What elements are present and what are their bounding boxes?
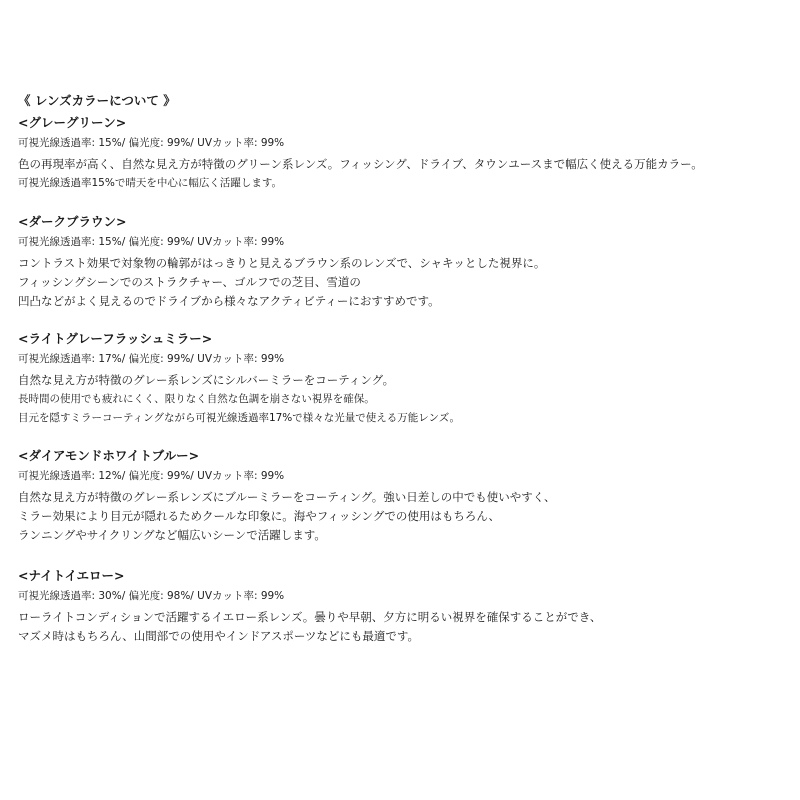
description-line: ローライトコンディションで活躍するイエロー系レンズ。曇りや早朝、夕方に明るい視界を確保することができ、	[18, 610, 602, 624]
lens-section-night-yellow	[18, 567, 788, 646]
description-line: ランニングやサイクリングなど幅広いシーンで活躍します。	[18, 528, 326, 542]
lens-section-gray-green	[18, 114, 788, 193]
section-spacer	[18, 311, 788, 330]
lens-section-dark-brown	[18, 213, 788, 311]
lens-color-document	[18, 92, 788, 646]
description-line: ミラー効果により目元が隠れるためクールな印象に。海やフィッシングでの使用はもちろん、	[18, 509, 501, 523]
lens-specs: 可視光線透過率: 15%/ 偏光度: 99%/ UVカット率: 99%	[18, 137, 285, 149]
description-line: 自然な見え方が特徴のグレー系レンズにブルーミラーをコーティング。強い日差しの中でも使いやすく、	[18, 490, 556, 504]
description-line: 凹凸などがよく見えるのでドライブから様々なアクティビティーにおすすめです。	[18, 294, 440, 308]
lens-specs: 可視光線透過率: 12%/ 偏光度: 99%/ UVカット率: 99%	[18, 470, 285, 482]
description-line: 長時間の使用でも疲れにくく、限りなく自然な色調を崩さない視界を確保。	[18, 393, 375, 405]
description-line: 色の再現率が高く、自然な見え方が特徴のグリーン系レンズ。フィッシング、ドライブ、タウンユースまで幅広く使える万能カラー。	[18, 157, 703, 171]
section-spacer	[18, 428, 788, 447]
section-title: <ダークブラウン>	[18, 214, 127, 229]
description-line: コントラスト効果で対象物の輪郭がはっきりと見えるブラウン系のレンズで、シャキッとした視界に。	[18, 256, 546, 270]
lens-specs: 可視光線透過率: 30%/ 偏光度: 98%/ UVカット率: 99%	[18, 590, 285, 602]
lens-specs: 可視光線透過率: 15%/ 偏光度: 99%/ UVカット率: 99%	[18, 236, 285, 248]
section-spacer	[18, 193, 788, 213]
description-line: 可視光線透過率15%で晴天を中心に幅広く活躍します。	[18, 177, 282, 189]
description-line: フィッシングシーンでのストラクチャー、ゴルフでの芝目、雪道の	[18, 275, 361, 289]
section-spacer	[18, 545, 788, 567]
description-line: 目元を隠すミラーコーティングながら可視光線透過率17%で様々な光量で使える万能レンズ。	[18, 412, 461, 424]
description-line: 自然な見え方が特徴のグレー系レンズにシルバーミラーをコーティング。	[18, 373, 395, 387]
section-title: <ナイトイエロー>	[18, 568, 125, 583]
lens-section-diamond-white-blue	[18, 447, 788, 545]
section-title: <ライトグレーフラッシュミラー>	[18, 331, 213, 346]
section-title: <ダイアモンドホワイトブルー>	[18, 448, 200, 463]
section-title: <グレーグリーン>	[18, 115, 127, 130]
lens-specs: 可視光線透過率: 17%/ 偏光度: 99%/ UVカット率: 99%	[18, 353, 285, 365]
lens-section-light-gray-flash-mirror	[18, 330, 788, 428]
description-line: マズメ時はもちろん、山間部での使用やインドアスポーツなどにも最適です。	[18, 629, 420, 643]
page-title: 《 レンズカラーについて 》	[18, 93, 176, 108]
